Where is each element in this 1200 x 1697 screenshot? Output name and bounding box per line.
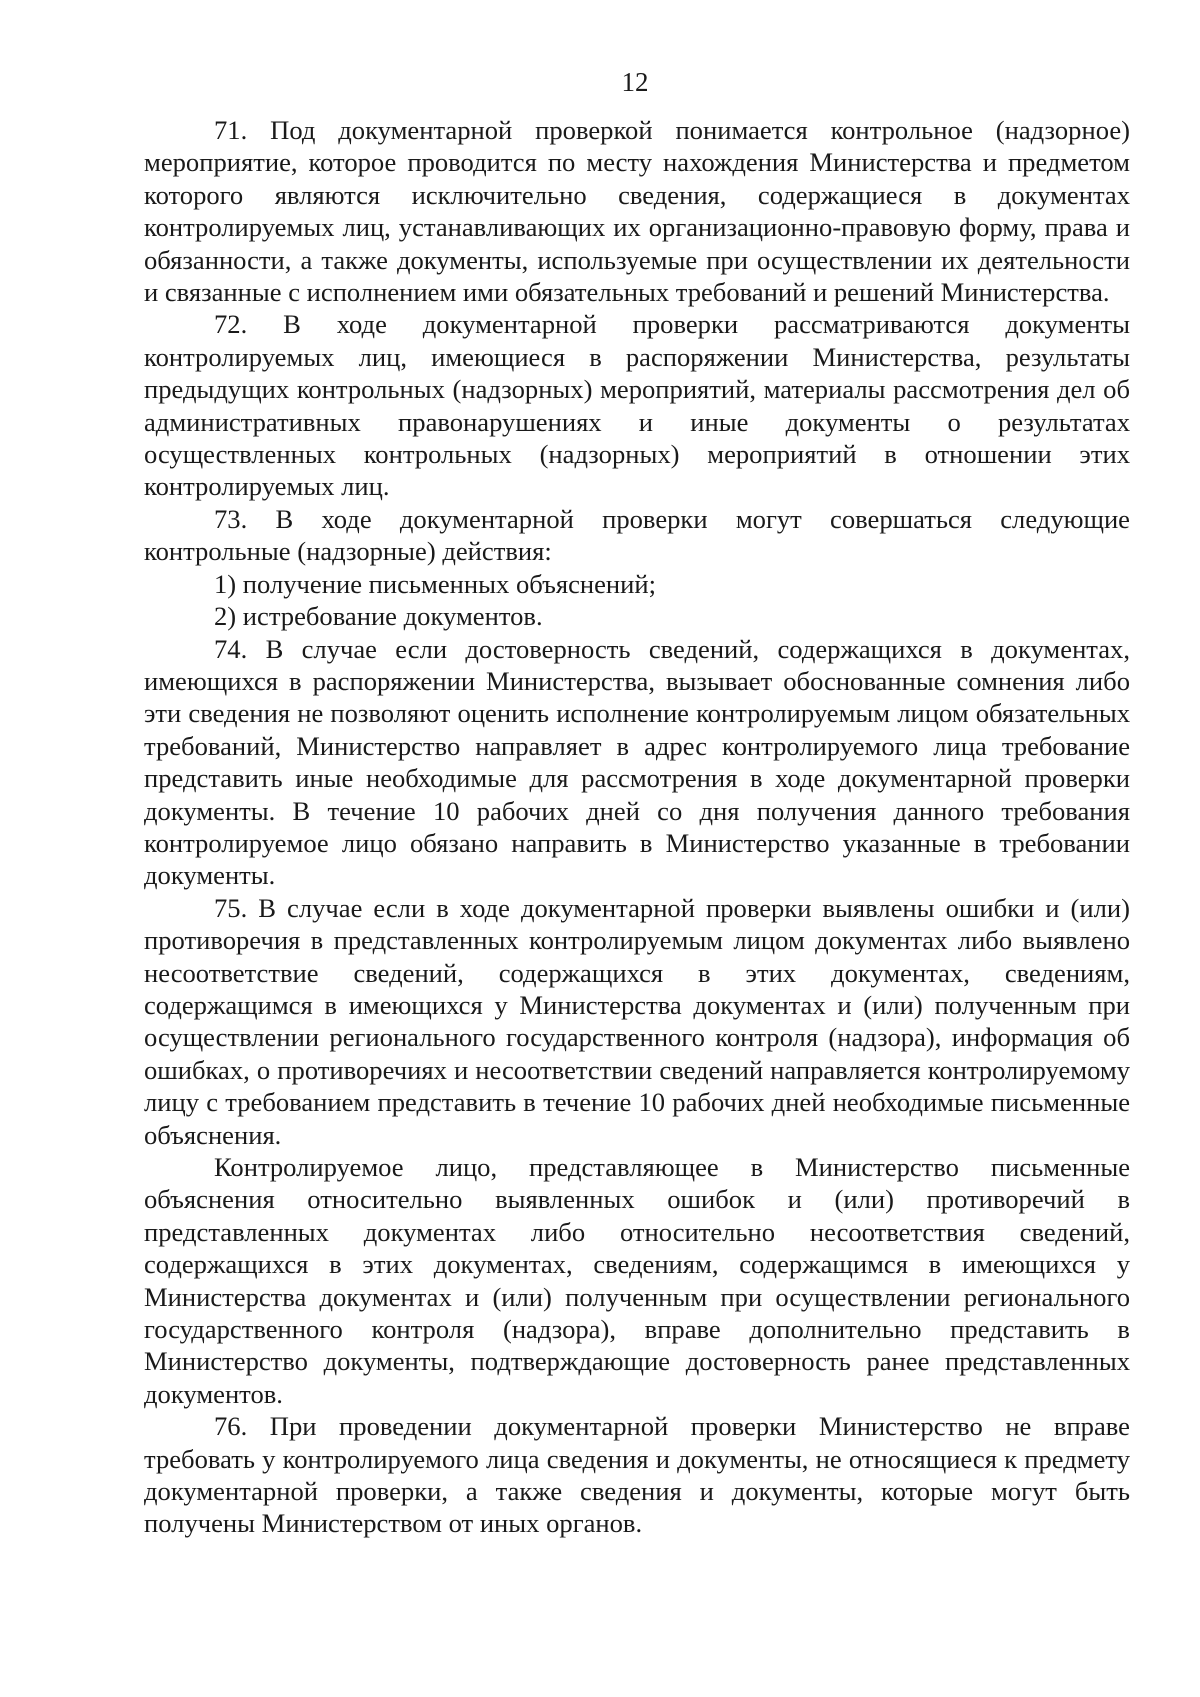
paragraph-76: 76. При проведении документарной проверки Министерство не вправе требовать у контролируемого лица сведения и документы, не относящиеся к предмету документарной проверки, а также сведения и документы, которые могут быть получены Министерством от иных органов. [144, 1411, 1130, 1539]
paragraph-75: 75. В случае если в ходе документарной проверки выявлены ошибки и (или) противоречия в представленных контролируемым лицом документах либо выявлено несоответствие сведений, содержащихся в этих документах, сведениям, содержащимся в имеющихся у Министерства документах и (или) полученным при осуществлении регионального государственного контроля (надзора), информация об ошибках, о противоречиях и несоответствии сведений направляется контролируемому лицу с требованием представить в течение 10 рабочих дней необходимые письменные объяснения. [144, 892, 1130, 1150]
list-item-1: 1) получение письменных объяснений; [214, 568, 657, 599]
paragraph-73: 73. В ходе документарной проверки могут совершаться следующие контрольные (надзорные) действия: [144, 503, 1130, 567]
page-number: 12 [621, 67, 649, 97]
list-item-2: 2) истребование документов. [214, 601, 543, 632]
paragraph-74: 74. В случае если достоверность сведений, содержащихся в документах, имеющихся в распоряжении Министерства, вызывает обоснованные сомнения либо эти сведения не позволяют оценить исполнение контролируемым лицом обязательных требований, Министерство направляет в адрес контролируемого лица требование представить иные необходимые для рассмотрения в ходе документарной проверки документы. В течение 10 рабочих дней со дня получения данного требования контролируемое лицо обязано направить в Министерство указанные в требовании документы. [144, 633, 1130, 891]
document-body [144, 114, 1130, 1540]
paragraph-72: 72. В ходе документарной проверки рассматриваются документы контролируемых лиц, имеющиеся в распоряжении Министерства, результаты предыдущих контрольных (надзорных) мероприятий, материалы рассмотрения дел об административных правонарушениях и иные документы о результатах осуществленных контрольных (надзорных) мероприятий в отношении этих контролируемых лиц. [144, 309, 1130, 502]
paragraph-75-continued: Контролируемое лицо, представляющее в Министерство письменные объяснения относительно выявленных ошибок и (или) противоречий в представленных документах либо относительно несоответствия сведений, содержащихся в этих документах, сведениям, содержащимся в имеющихся у Министерства документах и (или) полученным при осуществлении регионального государственного контроля (надзора), вправе дополнительно представить в Министерство документы, подтверждающие достоверность ранее представленных документов. [144, 1152, 1130, 1409]
paragraph-71: 71. Под документарной проверкой понимается контрольное (надзорное) мероприятие, которое проводится по месту нахождения Министерства и предметом которого являются исключительно сведения, содержащиеся в документах контролируемых лиц, устанавливающих их организационно-правовую форму, права и обязанности, а также документы, используемые при осуществлении их деятельности и связанные с исполнением ими обязательных требований и решений Министерства. [144, 115, 1130, 308]
